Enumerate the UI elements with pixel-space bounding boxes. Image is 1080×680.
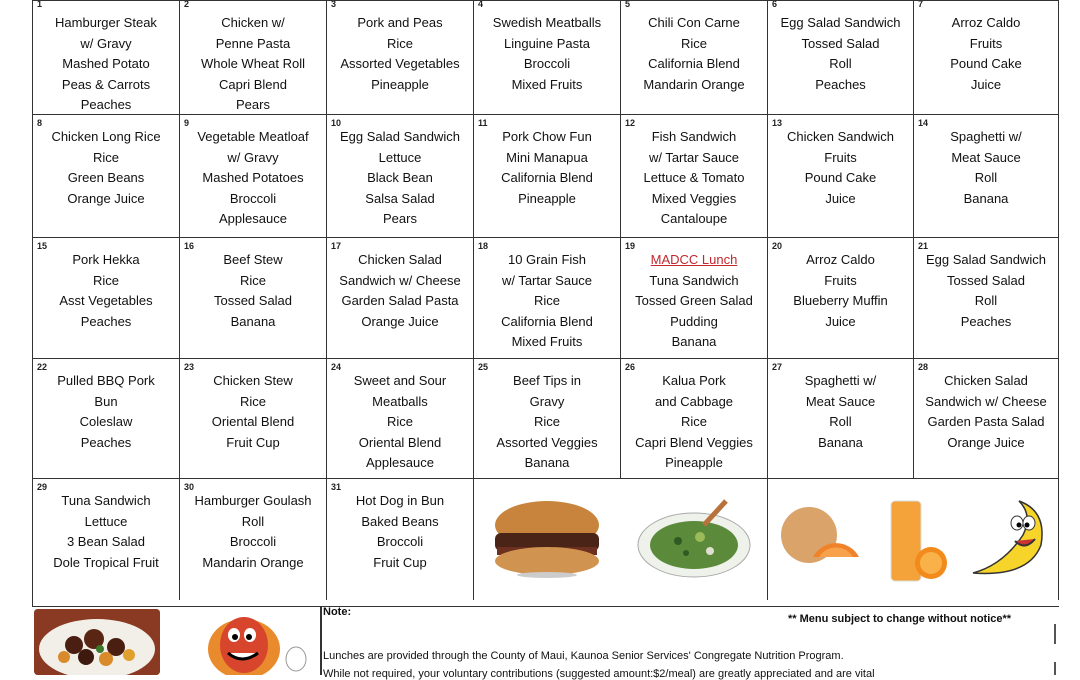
- menu-item: Mixed Veggies: [651, 190, 737, 206]
- menu-item: Whole Wheat Roll: [200, 56, 306, 71]
- menu-item: Sandwich w/ Cheese: [925, 393, 1047, 409]
- menu-item: Asst Vegetables: [59, 293, 153, 308]
- menu-item: Pork Chow Fun: [502, 129, 592, 144]
- note-divider: [320, 606, 322, 675]
- day-cell-20: [768, 237, 914, 358]
- menu-items: [474, 13, 620, 95]
- menu-item: Roll: [241, 513, 265, 529]
- menu-items: [180, 13, 326, 114]
- menu-item: Sweet and Sour: [353, 373, 447, 388]
- menu-item: Salsa Salad: [365, 190, 435, 206]
- menu-item: Rice: [239, 272, 266, 288]
- menu-item: Fish Sandwich: [651, 129, 737, 144]
- menu-item: Tossed Salad: [801, 35, 880, 51]
- menu-item: Gravy: [529, 393, 565, 409]
- day-cell-19: [621, 237, 768, 358]
- menu-item: Fruits: [824, 272, 857, 288]
- menu-item: Oriental Blend: [358, 434, 442, 450]
- day-cell-18: [474, 237, 621, 358]
- day-cell-13: [768, 114, 914, 237]
- menu-item: Rice: [92, 149, 119, 165]
- day-number: 5: [625, 0, 631, 9]
- menu-item: Pudding: [670, 313, 718, 329]
- scan-mark: [1054, 662, 1056, 675]
- menu-item: Peaches: [815, 76, 866, 92]
- day-cell-12: [621, 114, 768, 237]
- day-cell-17: [327, 237, 474, 358]
- day-cell-24: [327, 358, 474, 478]
- day-number: 17: [331, 241, 342, 251]
- menu-item: w/ Tartar Sauce: [648, 149, 740, 165]
- menu-item: Applesauce: [219, 211, 287, 226]
- menu-items: [327, 250, 473, 332]
- menu-item: Pound Cake: [804, 170, 877, 185]
- menu-item: Rice: [386, 414, 413, 429]
- note-text-line-2: While not required, your voluntary contributions (suggested amount:$2/meal) are greatly appreciated and are vital: [323, 668, 875, 680]
- menu-item: Banana: [963, 190, 1009, 206]
- day-number: 7: [918, 0, 924, 9]
- disclaimer-text: ** Menu subject to change without notice**: [788, 613, 1012, 625]
- day-number: 31: [331, 482, 342, 492]
- menu-item: and Cabbage: [654, 393, 734, 409]
- day-number: 26: [625, 362, 636, 372]
- menu-item: Broccoli: [229, 534, 277, 549]
- menu-items: [327, 371, 473, 474]
- menu-item: Chicken w/: [221, 15, 285, 30]
- day-number: 25: [478, 362, 489, 372]
- menu-items: [621, 371, 767, 474]
- menu-item: Arroz Caldo: [951, 15, 1021, 30]
- menu-item: Rice: [533, 414, 560, 429]
- menu-item: Roll: [829, 56, 852, 71]
- day-number: 10: [331, 118, 342, 128]
- menu-items: [914, 127, 1058, 209]
- menu-item: Mashed Potato: [62, 56, 150, 71]
- menu-item: Fruit Cup: [226, 434, 280, 450]
- menu-item: Vegetable Meatloaf: [197, 129, 309, 144]
- day-cell-29: [33, 478, 180, 600]
- menu-item: Swedish Meatballs: [492, 15, 602, 30]
- menu-item: Chicken Salad: [358, 252, 442, 267]
- menu-items: [180, 250, 326, 332]
- day-number: 1: [37, 0, 43, 9]
- day-number: 11: [478, 118, 488, 128]
- menu-items: [768, 250, 913, 332]
- note-text-line-1: Lunches are provided through the County of Maui, Kaunoa Senior Services' Congregate Nutrition Program.: [323, 650, 844, 662]
- menu-item: Assorted Vegetables: [340, 56, 460, 71]
- day-cell-8: [33, 114, 180, 237]
- menu-item: Peas & Carrots: [61, 76, 151, 92]
- menu-items: [327, 13, 473, 95]
- menu-item: Hot Dog in Bun: [355, 493, 445, 508]
- menu-item: Broccoli: [376, 534, 424, 549]
- orange-juice-image: [873, 495, 953, 585]
- menu-item: Hamburger Steak: [55, 15, 157, 30]
- menu-item: Beef Stew: [223, 252, 283, 267]
- menu-items: [33, 13, 179, 114]
- menu-item: Arroz Caldo: [806, 252, 875, 267]
- menu-items: [474, 250, 620, 353]
- day-number: 27: [772, 362, 783, 372]
- note-label: Note:: [323, 606, 352, 618]
- menu-items: [474, 127, 620, 209]
- menu-item: Tossed Salad: [946, 272, 1026, 288]
- menu-item: Chicken Long Rice: [51, 129, 161, 144]
- menu-items: [180, 371, 326, 453]
- menu-item: 3 Bean Salad: [66, 534, 146, 549]
- menu-item: Pound Cake: [950, 56, 1022, 71]
- day-number: 29: [37, 482, 48, 492]
- menu-items: [768, 13, 913, 95]
- day-number: 20: [772, 241, 783, 251]
- menu-item: Egg Salad Sandwich: [926, 252, 1046, 267]
- day-number: 18: [478, 241, 489, 251]
- menu-item: Juice: [825, 190, 856, 206]
- menu-items: [768, 371, 913, 453]
- banana-mascot-image: [963, 495, 1053, 585]
- day-number: 4: [478, 0, 484, 9]
- day-cell-15: [33, 237, 180, 358]
- menu-item: Beef Tips in: [513, 373, 581, 388]
- day-cell-27: [768, 358, 914, 478]
- menu-item: California Blend: [501, 170, 593, 185]
- menu-items: [768, 127, 913, 209]
- menu-item: Chili Con Carne: [648, 15, 740, 30]
- day-number: 19: [625, 241, 636, 251]
- hotdog-mascot-image: [184, 609, 316, 675]
- menu-items: [914, 371, 1058, 453]
- menu-item: Spaghetti w/: [804, 373, 877, 388]
- menu-item: Fruits: [824, 149, 857, 165]
- menu-items: [33, 127, 179, 209]
- menu-item: Blueberry Muffin: [793, 293, 888, 308]
- menu-item: Mixed Fruits: [511, 334, 583, 349]
- menu-item: Linguine Pasta: [503, 35, 590, 51]
- menu-item: Pulled BBQ Pork: [57, 373, 155, 388]
- menu-item: Pork Hekka: [72, 252, 140, 267]
- menu-item: Mini Manapua: [506, 149, 588, 165]
- day-number: 16: [184, 241, 195, 251]
- menu-item: Juice: [970, 76, 1002, 92]
- menu-item: 10 Grain Fish: [507, 252, 587, 267]
- menu-item: Capri Blend: [219, 76, 287, 92]
- day-cell-28: [914, 358, 1059, 478]
- day-number: 2: [184, 0, 190, 9]
- menu-item: Tossed Salad: [213, 293, 293, 308]
- menu-item: Mandarin Orange: [643, 76, 745, 92]
- day-cell-30: [180, 478, 327, 600]
- menu-item: Orange Juice: [67, 190, 145, 206]
- cantaloupe-image: [773, 495, 863, 585]
- menu-item: Lettuce: [378, 149, 422, 165]
- menu-item: Orange Juice: [361, 313, 439, 329]
- day-cell-10: [327, 114, 474, 237]
- menu-item: Tuna Sandwich: [61, 493, 151, 508]
- menu-item: Broccoli: [523, 56, 571, 71]
- menu-item: Capri Blend Veggies: [635, 434, 753, 450]
- menu-item: California Blend: [648, 56, 740, 71]
- menu-item: Pineapple: [665, 455, 723, 470]
- day-number: 13: [772, 118, 783, 128]
- menu-item: Orange Juice: [947, 434, 1025, 450]
- menu-items: [327, 127, 473, 230]
- menu-item: Pineapple: [518, 190, 576, 206]
- menu-item: w/ Gravy: [227, 149, 279, 165]
- menu-item: Bun: [94, 393, 118, 409]
- menu-items: [621, 127, 767, 230]
- menu-items: [621, 250, 767, 353]
- menu-item: Coleslaw: [79, 414, 133, 429]
- menu-items: [621, 13, 767, 95]
- menu-item: Banana: [671, 334, 717, 349]
- day-number: 30: [184, 482, 195, 492]
- day-number: 14: [918, 118, 929, 128]
- menu-item: Meatballs: [372, 393, 428, 409]
- day-number: 28: [918, 362, 929, 372]
- menu-item: Banana: [818, 434, 863, 450]
- burger-image: [487, 495, 607, 585]
- menu-item: Pears: [236, 97, 270, 112]
- day-cell-16: [180, 237, 327, 358]
- menu-items: [327, 491, 473, 573]
- menu-items: [180, 491, 326, 573]
- day-cell-1: [33, 0, 180, 114]
- menu-item: Rice: [680, 35, 707, 51]
- day-cell-25: [474, 358, 621, 478]
- menu-item: Penne Pasta: [215, 35, 291, 51]
- menu-item: Pears: [383, 211, 417, 226]
- menu-item: Rice: [680, 414, 707, 429]
- salad-plate-image: [634, 495, 754, 585]
- menu-items: [914, 250, 1058, 332]
- menu-calendar-grid: [32, 0, 1059, 607]
- note-section: [32, 606, 1058, 680]
- day-cell-4: [474, 0, 621, 114]
- menu-items: [180, 127, 326, 230]
- day-cell-22: [33, 358, 180, 478]
- menu-item: Fruit Cup: [373, 554, 427, 570]
- day-cell-9: [180, 114, 327, 237]
- fruit-pictures-cell: [768, 478, 1059, 600]
- menu-item: Rice: [386, 35, 413, 51]
- special-event-label: MADCC Lunch: [650, 252, 738, 267]
- menu-item: Broccoli: [229, 190, 277, 206]
- day-number: 8: [37, 118, 43, 128]
- menu-item: Dole Tropical Fruit: [53, 554, 159, 570]
- day-cell-11: [474, 114, 621, 237]
- menu-item: Peaches: [80, 97, 132, 112]
- menu-item: Egg Salad Sandwich: [780, 15, 901, 30]
- day-cell-31: [327, 478, 474, 600]
- day-cell-21: [914, 237, 1059, 358]
- day-cell-2: [180, 0, 327, 114]
- menu-item: Tuna Sandwich: [649, 272, 739, 288]
- day-cell-6: [768, 0, 914, 114]
- menu-item: Sandwich w/ Cheese: [339, 272, 461, 288]
- menu-item: Peaches: [80, 434, 132, 450]
- menu-item: Spaghetti w/: [950, 129, 1022, 144]
- menu-item: Rice: [533, 293, 560, 308]
- day-number: 24: [331, 362, 342, 372]
- menu-item: Roll: [974, 293, 998, 308]
- menu-item: Peaches: [960, 313, 1012, 329]
- day-number: 3: [331, 0, 337, 9]
- day-number: 12: [625, 118, 636, 128]
- day-number: 6: [772, 0, 778, 9]
- menu-items: [474, 371, 620, 474]
- menu-item: Applesauce: [366, 455, 434, 470]
- menu-item: Hamburger Goulash: [194, 493, 312, 508]
- menu-item: California Blend: [501, 313, 593, 329]
- day-cell-5: [621, 0, 768, 114]
- menu-items: [914, 13, 1058, 95]
- day-number: 15: [37, 241, 48, 251]
- menu-item: Chicken Sandwich: [787, 129, 894, 144]
- menu-item: Lettuce & Tomato: [643, 170, 745, 185]
- menu-item: Banana: [524, 455, 570, 470]
- menu-item: Rice: [239, 393, 266, 409]
- day-cell-14: [914, 114, 1059, 237]
- menu-item: Peaches: [80, 313, 132, 329]
- menu-items: [33, 491, 179, 573]
- menu-item: Mashed Potatoes: [202, 170, 304, 185]
- day-number: 23: [184, 362, 195, 372]
- menu-item: Banana: [230, 313, 276, 329]
- menu-item: Mixed Fruits: [511, 76, 583, 92]
- stew-photo: [34, 609, 160, 675]
- day-cell-3: [327, 0, 474, 114]
- menu-item: Roll: [829, 414, 852, 429]
- scan-mark: [1054, 624, 1056, 644]
- food-pictures-cell: [474, 478, 768, 600]
- day-cell-26: [621, 358, 768, 478]
- day-number: 21: [918, 241, 929, 251]
- menu-item: Chicken Salad: [944, 373, 1028, 388]
- menu-item: Fruits: [969, 35, 1003, 51]
- menu-item: Lettuce: [84, 513, 128, 529]
- menu-item: Baked Beans: [361, 513, 439, 529]
- menu-item: Black Bean: [367, 170, 433, 185]
- menu-item: w/ Gravy: [80, 35, 132, 51]
- menu-item: Chicken Stew: [213, 373, 293, 388]
- menu-item: Roll: [974, 170, 998, 185]
- menu-item: Juice: [825, 313, 856, 329]
- menu-item: w/ Tartar Sauce: [501, 272, 593, 288]
- day-number: 9: [184, 118, 190, 128]
- menu-item: Mandarin Orange: [202, 554, 304, 570]
- menu-item: Rice: [92, 272, 119, 288]
- menu-item: Kalua Pork: [662, 373, 726, 388]
- menu-item: Cantaloupe: [660, 211, 728, 226]
- menu-items: [33, 371, 179, 453]
- menu-item: Assorted Veggies: [496, 434, 598, 450]
- menu-item: Oriental Blend: [211, 414, 295, 429]
- menu-item: Egg Salad Sandwich: [340, 129, 460, 144]
- menu-item: Tossed Green Salad: [635, 293, 753, 308]
- menu-item: Pineapple: [371, 76, 429, 92]
- menu-item: Garden Pasta Salad: [927, 414, 1045, 429]
- menu-items: [33, 250, 179, 332]
- day-number: 22: [37, 362, 48, 372]
- menu-item: Garden Salad Pasta: [341, 293, 459, 308]
- menu-item: Green Beans: [67, 170, 145, 185]
- menu-item: Meat Sauce: [805, 393, 876, 409]
- day-cell-23: [180, 358, 327, 478]
- menu-item: Pork and Peas: [357, 15, 443, 30]
- menu-item: Meat Sauce: [951, 149, 1021, 165]
- day-cell-7: [914, 0, 1059, 114]
